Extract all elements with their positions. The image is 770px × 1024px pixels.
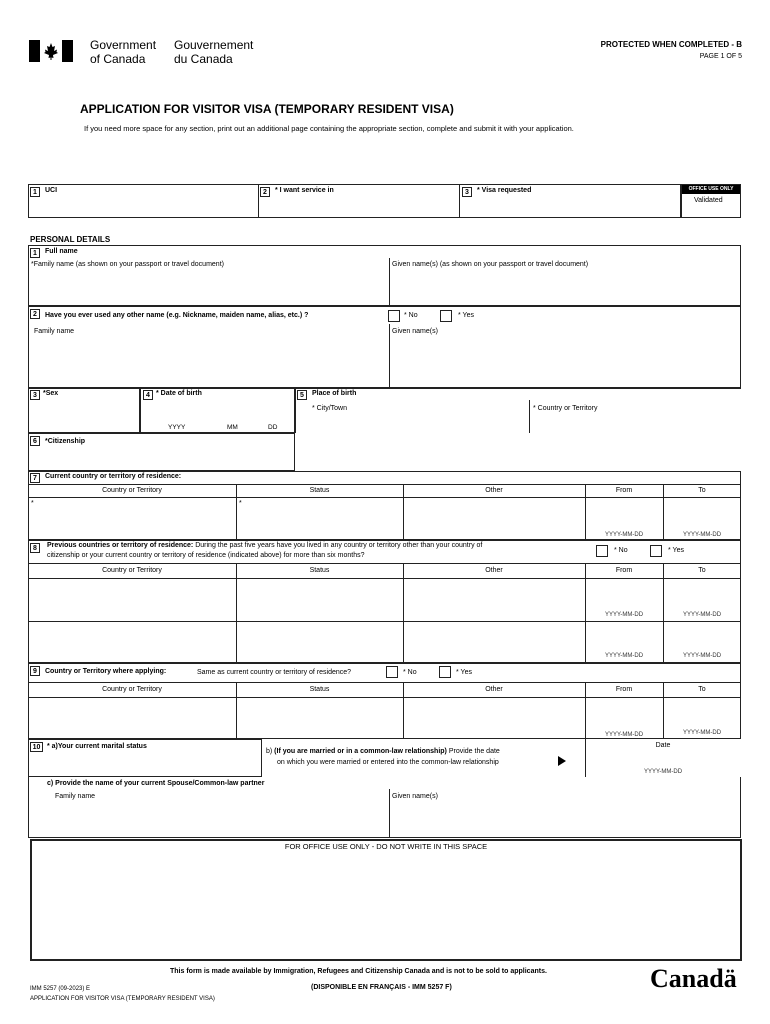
- section-number: 6: [30, 436, 40, 446]
- col-country-header: Country or Territory: [102, 686, 162, 693]
- applying-status-input[interactable]: [237, 698, 402, 738]
- yes-label: * Yes: [458, 312, 474, 319]
- spouse-family-name-label: Family name: [55, 793, 96, 800]
- date-format-hint: YYYY-MM-DD: [682, 730, 722, 736]
- marriage-date-label: Date: [655, 742, 671, 749]
- dob-label: * Date of birth: [156, 390, 202, 397]
- form-id: IMM 5257 (09-2023) E: [30, 986, 91, 992]
- date-format-hint: YYYY-MM-DD: [604, 732, 644, 738]
- residence-status-input[interactable]: [237, 498, 402, 539]
- current-residence-label: Current country or territory of residence:: [45, 473, 182, 480]
- other-family-name-label: Family name: [34, 328, 75, 335]
- previous-other-input[interactable]: [404, 579, 584, 620]
- dob-dd: DD: [268, 424, 278, 431]
- birthplace-label: Place of birth: [312, 390, 357, 397]
- sex-select[interactable]: [29, 403, 139, 432]
- marriage-date-input[interactable]: [586, 752, 740, 768]
- previous-residence-text-2: citizenship or your current country or territory of residence (indicated above) for more than six months?: [47, 552, 365, 559]
- dob-yyyy: YYYY: [168, 424, 186, 431]
- office-use-area: [30, 839, 742, 961]
- previous-residence-question: [47, 542, 482, 549]
- section-number: 7: [30, 473, 40, 483]
- previous-residence-yes-checkbox[interactable]: [650, 545, 662, 557]
- office-use-header: OFFICE USE ONLY: [682, 185, 740, 194]
- col-status-header: Status: [309, 567, 330, 574]
- marriage-date-prefix: b): [266, 748, 275, 755]
- spouse-family-name-input[interactable]: [29, 803, 388, 837]
- given-name-label: Given name(s) (as shown on your passport or travel document): [392, 261, 589, 268]
- section-number: 9: [30, 666, 40, 676]
- canada-flag-logo: [29, 40, 73, 62]
- page-title: APPLICATION FOR VISITOR VISA (TEMPORARY RESIDENT VISA): [80, 102, 454, 116]
- col-other-header: Other: [485, 686, 503, 693]
- date-format-hint: YYYY-MM-DD: [643, 769, 683, 775]
- applying-country-input[interactable]: [29, 698, 235, 738]
- required-mark: *: [31, 500, 34, 507]
- marriage-date-text: Provide the date: [446, 748, 500, 755]
- applying-country-label: Country or Territory where applying:: [45, 668, 167, 675]
- previous-country-input[interactable]: [29, 622, 235, 662]
- date-format-hint: YYYY-MM-DD: [604, 532, 644, 538]
- section-number: 5: [297, 390, 307, 400]
- yes-label: * Yes: [668, 547, 684, 554]
- other-name-question: Have you ever used any other name (e.g. Nickname, maiden name, alias, etc.) ?: [45, 312, 309, 319]
- arrow-right-icon: [558, 756, 566, 766]
- citizenship-label: *Citizenship: [45, 438, 86, 445]
- section-number: 2: [260, 187, 270, 197]
- col-to-header: To: [698, 686, 706, 693]
- col-country-header: Country or Territory: [102, 487, 162, 494]
- gov-en-line2: of Canada: [90, 52, 146, 66]
- same-as-residence-no-checkbox[interactable]: [386, 666, 398, 678]
- section-number: 3: [30, 390, 40, 400]
- dob-mm: MM: [227, 424, 238, 431]
- uci-input[interactable]: [29, 199, 257, 217]
- date-format-hint: YYYY-MM-DD: [682, 612, 722, 618]
- birth-country-label: * Country or Territory: [533, 405, 598, 412]
- col-country-header: Country or Territory: [102, 567, 162, 574]
- birth-country-select[interactable]: [531, 414, 740, 432]
- date-format-hint: YYYY-MM-DD: [682, 532, 722, 538]
- section-number: 10: [30, 742, 43, 752]
- gov-fr-line2: du Canada: [174, 52, 233, 66]
- other-name-yes-checkbox[interactable]: [440, 310, 452, 322]
- spouse-given-name-input[interactable]: [390, 803, 740, 837]
- birth-city-input[interactable]: [309, 414, 527, 432]
- date-format-hint: YYYY-MM-DD: [604, 612, 644, 618]
- other-name-no-checkbox[interactable]: [388, 310, 400, 322]
- visa-requested-select[interactable]: [460, 199, 680, 217]
- citizenship-select[interactable]: [29, 450, 294, 470]
- family-name-label: *Family name (as shown on your passport or travel document): [31, 261, 224, 268]
- same-as-residence-yes-checkbox[interactable]: [439, 666, 451, 678]
- previous-other-input[interactable]: [404, 622, 584, 662]
- footer-french: (DISPONIBLE EN FRANÇAIS - IMM 5257 F): [311, 984, 452, 991]
- marriage-date-question: [266, 748, 500, 755]
- other-given-name-label: Given name(s): [392, 328, 438, 335]
- full-name-label: Full name: [45, 248, 78, 255]
- visa-requested-label: * Visa requested: [477, 187, 532, 194]
- col-from-header: From: [615, 487, 633, 494]
- col-from-header: From: [615, 567, 633, 574]
- section-number: 4: [143, 390, 153, 400]
- col-status-header: Status: [309, 686, 330, 693]
- gov-fr-line1: Gouvernement: [174, 38, 254, 52]
- canada-wordmark: Canadä: [650, 964, 737, 993]
- personal-details-heading: PERSONAL DETAILS: [30, 235, 111, 244]
- same-as-residence-question: Same as current country or territory of residence?: [197, 669, 352, 676]
- yes-label: * Yes: [456, 669, 472, 676]
- marriage-date-question-2: on which you were married or entered into the common-law relationship: [277, 759, 499, 766]
- no-label: * No: [404, 312, 418, 319]
- dob-input[interactable]: [141, 403, 294, 423]
- birth-city-label: * City/Town: [312, 405, 348, 412]
- applying-other-input[interactable]: [404, 698, 584, 738]
- other-given-name-input[interactable]: [390, 340, 740, 387]
- validated-label: Validated: [694, 197, 723, 204]
- section-number: 1: [30, 248, 40, 258]
- col-other-header: Other: [485, 567, 503, 574]
- date-format-hint: YYYY-MM-DD: [604, 653, 644, 659]
- previous-country-input[interactable]: [29, 579, 235, 620]
- previous-residence-label: Previous countries or territory of residence:: [47, 542, 194, 549]
- required-mark: *: [239, 500, 242, 507]
- section-number: 3: [462, 187, 472, 197]
- col-to-header: To: [698, 567, 706, 574]
- col-from-header: From: [615, 686, 633, 693]
- marriage-date-condition: (If you are married or in a common-law relationship): [274, 748, 447, 755]
- col-status-header: Status: [309, 487, 330, 494]
- section-number: 2: [30, 309, 40, 319]
- spouse-name-label: c) Provide the name of your current Spouse/Common-law partner: [47, 780, 265, 787]
- marital-status-select[interactable]: [29, 755, 261, 776]
- previous-residence-text: During the past five years have you lived in any country or territory other than your country of: [193, 542, 483, 549]
- given-name-input[interactable]: [390, 272, 740, 305]
- no-label: * No: [614, 547, 628, 554]
- previous-residence-no-checkbox[interactable]: [596, 545, 608, 557]
- col-other-header: Other: [485, 487, 503, 494]
- section-number: 8: [30, 543, 40, 553]
- uci-label: UCI: [45, 187, 58, 194]
- protected-label: PROTECTED WHEN COMPLETED - B: [600, 40, 742, 49]
- previous-status-input[interactable]: [237, 622, 402, 662]
- spouse-given-name-label: Given name(s): [392, 793, 438, 800]
- page-subtitle: If you need more space for any section, print out an additional page containing the appropriate section, complete and submit it with your application.: [84, 124, 574, 133]
- page-number: PAGE 1 OF 5: [699, 53, 742, 60]
- service-label: * I want service in: [275, 187, 334, 194]
- residence-country-input[interactable]: [29, 498, 235, 539]
- marital-status-label: * a)Your current marital status: [47, 743, 147, 750]
- col-to-header: To: [698, 487, 706, 494]
- residence-to-input[interactable]: [664, 498, 740, 528]
- gov-en-line1: Government: [90, 38, 157, 52]
- no-label: * No: [403, 669, 417, 676]
- section-number: 1: [30, 187, 40, 197]
- residence-other-input[interactable]: [404, 498, 584, 539]
- other-family-name-input[interactable]: [29, 340, 388, 387]
- residence-from-input[interactable]: [586, 498, 662, 528]
- service-language-select[interactable]: [259, 199, 458, 217]
- date-format-hint: YYYY-MM-DD: [682, 653, 722, 659]
- footer-note: This form is made available by Immigration, Refugees and Citizenship Canada and is not to be sold to applicants.: [170, 968, 547, 975]
- previous-status-input[interactable]: [237, 579, 402, 620]
- family-name-input[interactable]: [29, 272, 388, 305]
- sex-label: *Sex: [43, 390, 59, 397]
- office-use-text: FOR OFFICE USE ONLY - DO NOT WRITE IN THIS SPACE: [284, 842, 488, 851]
- form-name: APPLICATION FOR VISITOR VISA (TEMPORARY RESIDENT VISA): [30, 996, 215, 1002]
